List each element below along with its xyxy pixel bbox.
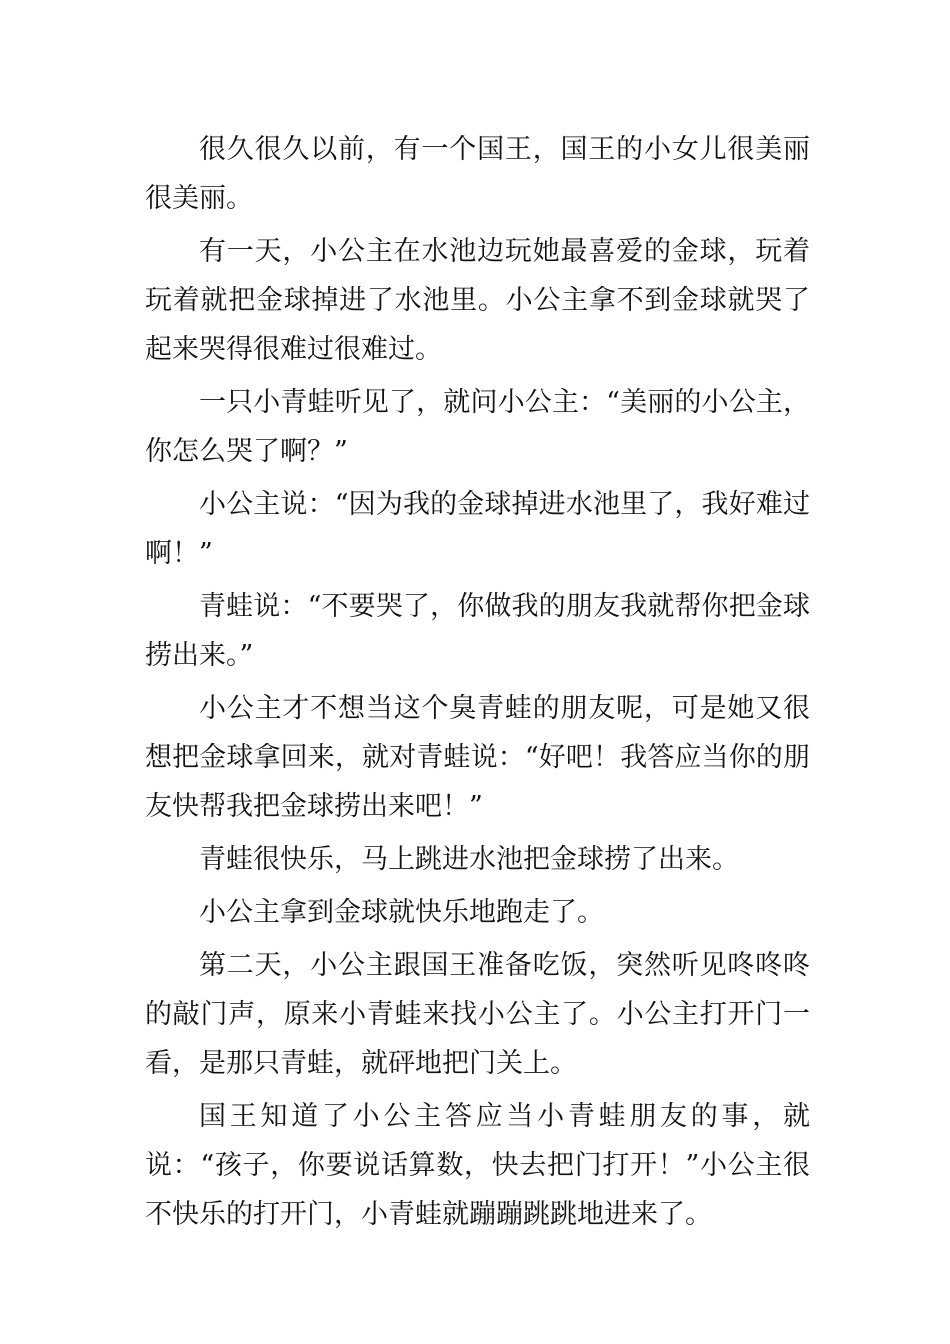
- paragraph-1: 很久很久以前，有一个国王，国王的小女儿很美丽很美丽。: [145, 134, 810, 214]
- paragraph-7: 青蛙很快乐，马上跳进水池把金球捞了出来。: [199, 844, 739, 875]
- paragraph-6: 小公主才不想当这个臭青蛙的朋友呢，可是她又很想把金球拿回来，就对青蛙说：“好吧！我答应当你的朋友快帮我把金球捞出来吧！”: [145, 693, 810, 822]
- paragraph-8: 小公主拿到金球就快乐地跑走了。: [199, 897, 604, 928]
- paragraph-3: 一只小青蛙听见了，就问小公主：“美丽的小公主，你怎么哭了啊？”: [145, 387, 810, 467]
- story-text: [145, 125, 810, 1243]
- paragraph-4: 小公主说：“因为我的金球掉进水池里了，我好难过啊！”: [145, 489, 810, 569]
- paragraph-10: 国王知道了小公主答应当小青蛙朋友的事，就说：“孩子，你要说话算数，快去把门打开！”小公主很不快乐的打开门，小青蛙就蹦蹦跳跳地进来了。: [145, 1101, 810, 1230]
- paragraph-5: 青蛙说：“不要哭了，你做我的朋友我就帮你把金球捞出来。”: [145, 591, 810, 671]
- paragraph-9: 第二天，小公主跟国王准备吃饭，突然听见咚咚咚的敲门声，原来小青蛙来找小公主了。小公主打开门一看，是那只青蛙，就砰地把门关上。: [145, 950, 810, 1079]
- paragraph-2: 有一天，小公主在水池边玩她最喜爱的金球，玩着玩着就把金球掉进了水池里。小公主拿不到金球就哭了起来哭得很难过很难过。: [145, 236, 810, 365]
